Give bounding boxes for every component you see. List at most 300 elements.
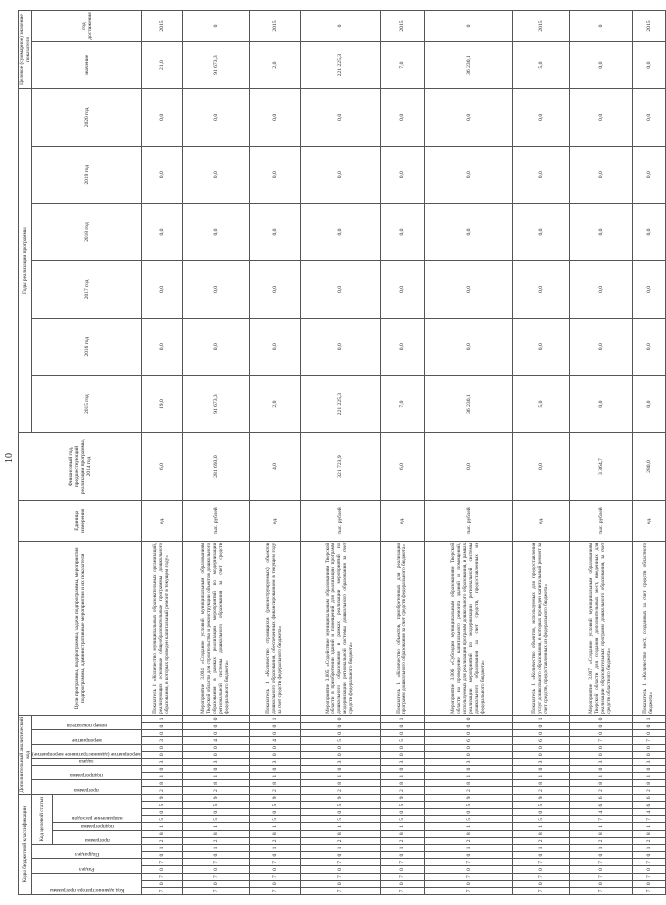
row-target-value: 221 225,3	[301, 42, 381, 89]
year-2015-header: 2015 год	[32, 375, 142, 432]
budget-code-digit: 9	[142, 794, 183, 801]
row-target-year: 2015	[633, 11, 666, 42]
budget-code-digit: 0	[182, 809, 249, 816]
row-year-value: 0,0	[570, 375, 633, 432]
row-description: Показатель 1 «Количество объектов, используемых для предоставления услуг дошкольного образования, в которых проведен капитальный ремонт за счет средств, предоставленных из федерального бюджета»	[513, 541, 570, 715]
table-row	[380, 11, 425, 895]
row-description: Показатель 1 «Количество строящихся (реконструируемых) объектов дошкольного образования, обеспеченных финансированием в текущем году за счет средств федерального бюджета»	[250, 541, 301, 715]
analytic-code-digit: 0	[425, 715, 513, 722]
row-year-value: 0,0	[513, 146, 570, 203]
row-year-value: 0,0	[182, 146, 249, 203]
budget-code-digit: 6	[633, 794, 666, 801]
budget-code-digit: 1	[142, 823, 183, 830]
target-value-header: значение	[32, 42, 142, 89]
analytic-code-digit: 1	[570, 773, 633, 780]
row-year-value: 0,0	[250, 261, 301, 318]
analytic-code-digit: 1	[513, 773, 570, 780]
budget-code-digit: 0	[633, 852, 666, 859]
base-year-header: Финансовый год, предшествующий реализации программы, 2014 год	[19, 433, 142, 501]
analytic-code-digit: 3	[250, 758, 301, 765]
analytic-code-digit: 0	[570, 723, 633, 730]
budget-code-digit: 0	[182, 880, 249, 887]
analytic-code-digit: 0	[182, 751, 249, 758]
analytic-code-digit: 7	[633, 737, 666, 744]
analytic-code-digit: 0	[570, 765, 633, 772]
row-year-value: 0,0	[633, 203, 666, 260]
analytic-code-digit: 2	[301, 787, 381, 794]
budget-code-digit: 5	[182, 801, 249, 808]
row-year-value: 0,0	[513, 203, 570, 260]
program-code-header: программа	[84, 836, 110, 843]
analytic-code-digit: 0	[250, 730, 301, 737]
goal-header: Цели программы, подпрограммы, задачи подпрограммы, мероприятия подпрограммы, административные мероприятия и их показатели	[19, 541, 142, 715]
row-unit: ед.	[250, 500, 301, 541]
row-base-value: 0,0	[425, 433, 513, 501]
budget-code-digit: 5	[142, 816, 183, 823]
row-base-value: 281 693,0	[182, 433, 249, 501]
row-base-value: 4,0	[250, 433, 301, 501]
budget-code-digit: 1	[380, 823, 425, 830]
row-year-value: 0,0	[301, 261, 381, 318]
budget-code-digit: 7	[513, 873, 570, 880]
budget-code-digit: 1	[570, 823, 633, 830]
analytic-code-digit: 0	[380, 730, 425, 737]
analytic-code-digit: 0	[301, 723, 381, 730]
analytic-code-digit: 1	[633, 715, 666, 722]
budget-code-digit: 5	[380, 801, 425, 808]
analytic-code-digit: 0	[633, 765, 666, 772]
analytic-code-digit: 1	[182, 773, 249, 780]
budget-code-digit: 5	[425, 816, 513, 823]
table-row	[301, 11, 381, 895]
analytic-code-digit: 0	[570, 751, 633, 758]
table-row	[570, 11, 633, 895]
analytic-code-digit: 0	[142, 723, 183, 730]
analytic-code-digit: 2	[250, 787, 301, 794]
analytic-code-digit: 0	[182, 730, 249, 737]
row-year-value: 0,0	[513, 261, 570, 318]
row-target-value: 91 673,3	[182, 42, 249, 89]
analytic-code-digit: 0	[380, 723, 425, 730]
budget-code-digit: 1	[250, 823, 301, 830]
analytic-code-digit: 2	[633, 787, 666, 794]
row-target-year: 0	[301, 11, 381, 42]
budget-code-digit: 0	[250, 852, 301, 859]
budget-code-digit: 7	[182, 873, 249, 880]
budget-code-digit: 0	[301, 852, 381, 859]
row-description: Мероприятие 3.006 «Субсидии муниципальным образованиям Тверской области на проведение капитального ремонта зданий и помещений, используемых для реализации программ дошкольного образования, в рамках реализации мероприятий по модернизации региональной системы дошкольного образования за счет средств, предоставленных из федерального бюджета»	[425, 541, 513, 715]
analytic-code-digit: 8	[513, 780, 570, 787]
budget-code-digit: 8	[570, 830, 633, 837]
budget-code-digit: 7	[250, 859, 301, 866]
row-target-year: 2015	[250, 11, 301, 42]
row-year-value: 0,0	[633, 261, 666, 318]
budget-code-digit: 7	[425, 859, 513, 866]
budget-code-digit: 8	[513, 830, 570, 837]
row-year-value: 0,0	[250, 203, 301, 260]
analytic-code-digit: 2	[513, 787, 570, 794]
analytic-code-digit: 1	[513, 715, 570, 722]
row-year-value: 0,0	[142, 203, 183, 260]
row-year-value: 0,0	[142, 89, 183, 146]
budget-code-digit: 0	[570, 852, 633, 859]
budget-code-digit: 7	[425, 873, 513, 880]
row-year-value: 0,0	[380, 89, 425, 146]
budget-code-digit: 7	[513, 887, 570, 894]
analytic-code-digit: 3	[142, 758, 183, 765]
analytic-code-digit: 3	[182, 758, 249, 765]
budget-code-digit: 0	[142, 809, 183, 816]
row-year-value: 0,0	[425, 146, 513, 203]
budget-code-digit: 4	[570, 809, 633, 816]
budget-code-digit: 7	[570, 859, 633, 866]
row-year-value: 0,0	[182, 318, 249, 375]
analytic-code-digit: 0	[182, 715, 249, 722]
row-year-value: 0,0	[513, 318, 570, 375]
analytic-code-digit: 2	[570, 787, 633, 794]
analytic-code-digit: 2	[142, 787, 183, 794]
unit-header: Единица измерения	[19, 500, 142, 541]
budget-code-digit: 0	[142, 852, 183, 859]
analytic-code-digit: 0	[250, 744, 301, 751]
analytic-code-digit: 1	[425, 773, 513, 780]
budget-code-digit: 6	[570, 794, 633, 801]
budget-code-digit: 7	[570, 873, 633, 880]
budget-code-digit: 7	[301, 873, 381, 880]
row-year-value: 0,0	[380, 146, 425, 203]
analytic-code-digit: 1	[250, 715, 301, 722]
analytic-code-digit: 0	[301, 715, 381, 722]
analytic-code-digit: 0	[301, 765, 381, 772]
row-year-value: 0,0	[250, 89, 301, 146]
row-year-value: 0,0	[182, 89, 249, 146]
row-target-year: 2015	[513, 11, 570, 42]
analytic-code-digit: 2	[380, 787, 425, 794]
analytic-code-digit: 0	[425, 751, 513, 758]
analytic-code-digit: 0	[182, 765, 249, 772]
budget-code-digit: 7	[250, 887, 301, 894]
analytic-code-digit: 3	[513, 758, 570, 765]
row-target-value: 0,0	[633, 42, 666, 89]
row-unit: ед.	[513, 500, 570, 541]
row-year-value: 0,0	[425, 261, 513, 318]
budget-code-digit: 0	[633, 880, 666, 887]
expense-direction-header: направление расходов	[71, 815, 123, 822]
row-target-value: 2,0	[250, 42, 301, 89]
row-year-value: 0,0	[570, 203, 633, 260]
budget-code-digit: 5	[182, 816, 249, 823]
row-year-value: 0,0	[633, 89, 666, 146]
analytic-code-digit: 7	[570, 737, 633, 744]
budget-code-digit: 6	[570, 801, 633, 808]
analytic-code-digit: 1	[250, 773, 301, 780]
year-2019-header: 2019 год	[32, 146, 142, 203]
analytic-code-digit: 8	[182, 780, 249, 787]
analytic-code-digit: 0	[142, 751, 183, 758]
analytic-code-digit: 0	[182, 723, 249, 730]
subsection-header: Подраздел	[74, 851, 99, 858]
analytic-code-digit: 8	[570, 780, 633, 787]
row-target-year: 0	[182, 11, 249, 42]
analytic-code-digit: 0	[633, 744, 666, 751]
budget-code-digit: 0	[425, 852, 513, 859]
row-description: Показатель 1 «Количество мест, созданных за счет средств областного бюджета»	[633, 541, 666, 715]
analytic-code-digit: 8	[425, 780, 513, 787]
budget-code-digit: 1	[633, 823, 666, 830]
budget-code-digit: 7	[633, 887, 666, 894]
budget-code-digit: 2	[182, 837, 249, 844]
table-row	[513, 11, 570, 895]
years-group-header: Годы реализации программы	[19, 89, 32, 433]
analytic-code-digit: 0	[380, 744, 425, 751]
analytic-code-digit: 8	[301, 780, 381, 787]
analytic-code-digit: 0	[142, 765, 183, 772]
row-year-value: 221 225,3	[301, 375, 381, 432]
row-year-value: 0,0	[380, 203, 425, 260]
row-year-value: 0,0	[182, 203, 249, 260]
budget-code-digit: 7	[182, 859, 249, 866]
row-description: Показатель 1 «Количество муниципальных образовательных организаций, реализующих основные общеобразовательные программы дошкольного образования, в которых проведен капитальный ремонт в текущем году»	[142, 541, 183, 715]
analytic-code-digit: 0	[513, 730, 570, 737]
row-description: Мероприятие 3.004 «Создание условий муниципальным образованиям Тверской области для строительства и реконструкции объектов дошкольного образования в рамках реализации мероприятий по модернизации региональной системы дошкольного образования за счет средств федерального бюджета»	[182, 541, 249, 715]
year-2018-header: 2018 год	[32, 203, 142, 260]
budget-code-digit: 8	[142, 830, 183, 837]
budget-code-digit: 7	[570, 816, 633, 823]
analytic-code-digit: 0	[633, 730, 666, 737]
row-target-year: 0	[425, 11, 513, 42]
analytic-code-digit: 0	[513, 751, 570, 758]
row-description: Мероприятие 3.005 «Содействие муниципальным образованиям Тверской области в приобретении зданий и помещений для реализации программ дошкольного образования в рамках реализации мероприятий по модернизации региональной системы дошкольного образования за счет средств федерального бюджета»	[301, 541, 381, 715]
budget-code-digit: 7	[182, 887, 249, 894]
row-year-value: 0,0	[425, 89, 513, 146]
analytic-code-digit: 1	[301, 773, 381, 780]
analytic-code-digit: 3	[142, 737, 183, 744]
budget-code-digit: 7	[142, 887, 183, 894]
target-code-header: Код целевой статьи	[32, 794, 53, 844]
budget-code-digit: 5	[425, 801, 513, 808]
budget-code-digit: 1	[380, 844, 425, 851]
budget-code-digit: 8	[182, 830, 249, 837]
budget-code-digit: 1	[142, 844, 183, 851]
row-target-value: 36 230,1	[425, 42, 513, 89]
budget-code-digit: 0	[380, 866, 425, 873]
row-year-value: 0,0	[301, 146, 381, 203]
analytic-code-digit: 0	[425, 765, 513, 772]
row-base-value: 321 723,9	[301, 433, 381, 501]
budget-code-digit: 9	[380, 794, 425, 801]
budget-code-digit: 5	[142, 801, 183, 808]
row-base-value: 6,0	[142, 433, 183, 501]
budget-code-digit: 1	[182, 844, 249, 851]
row-target-year: 2015	[142, 11, 183, 42]
analytic-code-digit: 1	[380, 773, 425, 780]
analytic-code-digit: 2	[425, 787, 513, 794]
analytic-code-digit: 0	[380, 765, 425, 772]
row-year-value: 0,0	[570, 146, 633, 203]
budget-code-digit: 0	[425, 880, 513, 887]
analytic-code-digit: 3	[380, 758, 425, 765]
budget-code-digit: 2	[513, 837, 570, 844]
analytic-code-digit: 0	[380, 751, 425, 758]
analytic-code-digit: 4	[250, 737, 301, 744]
analytic-code-digit: 5	[380, 737, 425, 744]
row-target-value: 0,0	[570, 42, 633, 89]
analytic-code-digit: 0	[425, 723, 513, 730]
table-row	[250, 11, 301, 895]
budget-code-digit: 0	[250, 866, 301, 873]
budget-code-digit: 0	[250, 809, 301, 816]
budget-code-digit: 2	[250, 837, 301, 844]
budget-code-digit: 9	[250, 794, 301, 801]
row-target-year: 0	[570, 11, 633, 42]
analytic-code-digit: 1	[142, 715, 183, 722]
row-year-value: 0,0	[250, 146, 301, 203]
budget-code-digit: 2	[425, 837, 513, 844]
row-year-value: 0,0	[425, 318, 513, 375]
row-year-value: 0,0	[425, 203, 513, 260]
analytic-code-digit: 6	[425, 737, 513, 744]
row-year-value: 0,0	[633, 318, 666, 375]
budget-code-digit: 7	[380, 873, 425, 880]
indicator-number-header: номер показателя	[66, 722, 107, 729]
event-header: мероприятие	[71, 736, 102, 743]
budget-code-digit: 1	[301, 823, 381, 830]
budget-code-digit: 2	[633, 837, 666, 844]
budget-code-digit: 7	[301, 887, 381, 894]
analytic-code-header: Дополнительный аналитический код	[19, 716, 32, 793]
analytic-code-digit: 0	[513, 765, 570, 772]
row-year-value: 0,0	[633, 375, 666, 432]
budget-code-digit: 5	[301, 801, 381, 808]
analytic-code-digit: 0	[570, 744, 633, 751]
section-header: Раздел	[79, 865, 95, 872]
budget-code-digit: 7	[250, 873, 301, 880]
budget-code-digit: 7	[633, 816, 666, 823]
budget-code-digit: 5	[513, 816, 570, 823]
analytic-code-digit: 0	[633, 723, 666, 730]
row-year-value: 91 673,3	[182, 375, 249, 432]
row-year-value: 0,0	[142, 318, 183, 375]
admin-code-header: Код администратора программы	[49, 887, 124, 893]
budget-code-digit: 2	[301, 837, 381, 844]
analytic-code-digit: 0	[633, 751, 666, 758]
budget-code-digit: 5	[301, 816, 381, 823]
row-unit: тыс. рублей	[182, 500, 249, 541]
row-year-value: 0,0	[301, 318, 381, 375]
budget-code-digit: 1	[301, 844, 381, 851]
budget-code-digit: 0	[513, 880, 570, 887]
budget-code-digit: 8	[250, 830, 301, 837]
row-year-value: 0,0	[570, 89, 633, 146]
analytic-code-digit: 0	[250, 751, 301, 758]
analytic-code-digit: 0	[513, 723, 570, 730]
row-year-value: 0,0	[380, 318, 425, 375]
budget-code-digit: 5	[380, 816, 425, 823]
row-target-value: 21,0	[142, 42, 183, 89]
analytic-code-digit: 4	[182, 737, 249, 744]
budget-code-digit: 1	[182, 823, 249, 830]
analytic-code-digit: 0	[570, 715, 633, 722]
analytic-code-digit: 0	[182, 744, 249, 751]
analytic-code-digit: 0	[425, 744, 513, 751]
budget-code-digit: 0	[301, 866, 381, 873]
budget-code-digit: 9	[301, 794, 381, 801]
budget-code-digit: 9	[425, 794, 513, 801]
analytic-code-digit: 6	[513, 737, 570, 744]
table-row	[633, 11, 666, 895]
budget-code-digit: 1	[425, 844, 513, 851]
row-year-value: 0,0	[633, 146, 666, 203]
analytic-code-digit: 8	[380, 780, 425, 787]
subprogram-code-header: подпрограмма	[80, 822, 114, 829]
budget-code-digit: 7	[513, 859, 570, 866]
row-year-value: 36 230,1	[425, 375, 513, 432]
analytic-code-digit: 0	[425, 730, 513, 737]
row-year-value: 0,0	[182, 261, 249, 318]
budget-code-digit: 1	[250, 844, 301, 851]
analytic-code-digit: 3	[301, 758, 381, 765]
budget-code-digit: 7	[633, 873, 666, 880]
budget-code-digit: 0	[425, 809, 513, 816]
analytic-code-digit: 8	[633, 780, 666, 787]
budget-code-digit: 2	[380, 837, 425, 844]
budget-code-digit: 7	[570, 887, 633, 894]
budget-code-digit: 5	[250, 801, 301, 808]
budget-code-digit: 0	[250, 880, 301, 887]
analytic-code-digit: 1	[380, 715, 425, 722]
subprogram-part-header: подпрограмма	[70, 772, 104, 779]
row-year-value: 2,0	[250, 375, 301, 432]
budget-code-digit: 0	[425, 866, 513, 873]
target-year-header: год достижения	[32, 11, 142, 42]
row-year-value: 19,0	[142, 375, 183, 432]
row-year-value: 7,0	[380, 375, 425, 432]
row-unit: тыс. рублей	[570, 500, 633, 541]
row-base-value: 6,0	[380, 433, 425, 501]
row-base-value: 0,0	[513, 433, 570, 501]
budget-code-digit: 0	[633, 866, 666, 873]
budget-code-digit: 0	[301, 880, 381, 887]
row-year-value: 0,0	[570, 318, 633, 375]
row-year-value: 0,0	[570, 261, 633, 318]
year-2016-header: 2016 год	[32, 318, 142, 375]
budget-code-digit: 0	[301, 809, 381, 816]
row-year-value: 0,0	[513, 89, 570, 146]
analytic-code-digit: 0	[142, 730, 183, 737]
budget-code-digit: 0	[570, 866, 633, 873]
analytic-code-digit: 5	[301, 737, 381, 744]
row-unit: ед.	[633, 500, 666, 541]
budget-code-digit: 8	[301, 830, 381, 837]
page-number: 10	[4, 453, 15, 463]
budget-code-digit: 1	[513, 823, 570, 830]
budget-code-digit: 0	[380, 809, 425, 816]
row-year-value: 0,0	[250, 318, 301, 375]
program-table	[18, 10, 666, 895]
budget-code-digit: 1	[570, 844, 633, 851]
budget-code-digit: 1	[633, 844, 666, 851]
row-unit: ед.	[142, 500, 183, 541]
analytic-code-digit: 8	[250, 780, 301, 787]
row-year-value: 0,0	[301, 89, 381, 146]
budget-code-digit: 7	[301, 859, 381, 866]
analytic-code-digit: 0	[301, 744, 381, 751]
row-unit: тыс. рублей	[301, 500, 381, 541]
budget-code-digit: 7	[380, 859, 425, 866]
budget-code-digit: 0	[380, 852, 425, 859]
budget-code-digit: 9	[182, 794, 249, 801]
row-year-value: 5,0	[513, 375, 570, 432]
